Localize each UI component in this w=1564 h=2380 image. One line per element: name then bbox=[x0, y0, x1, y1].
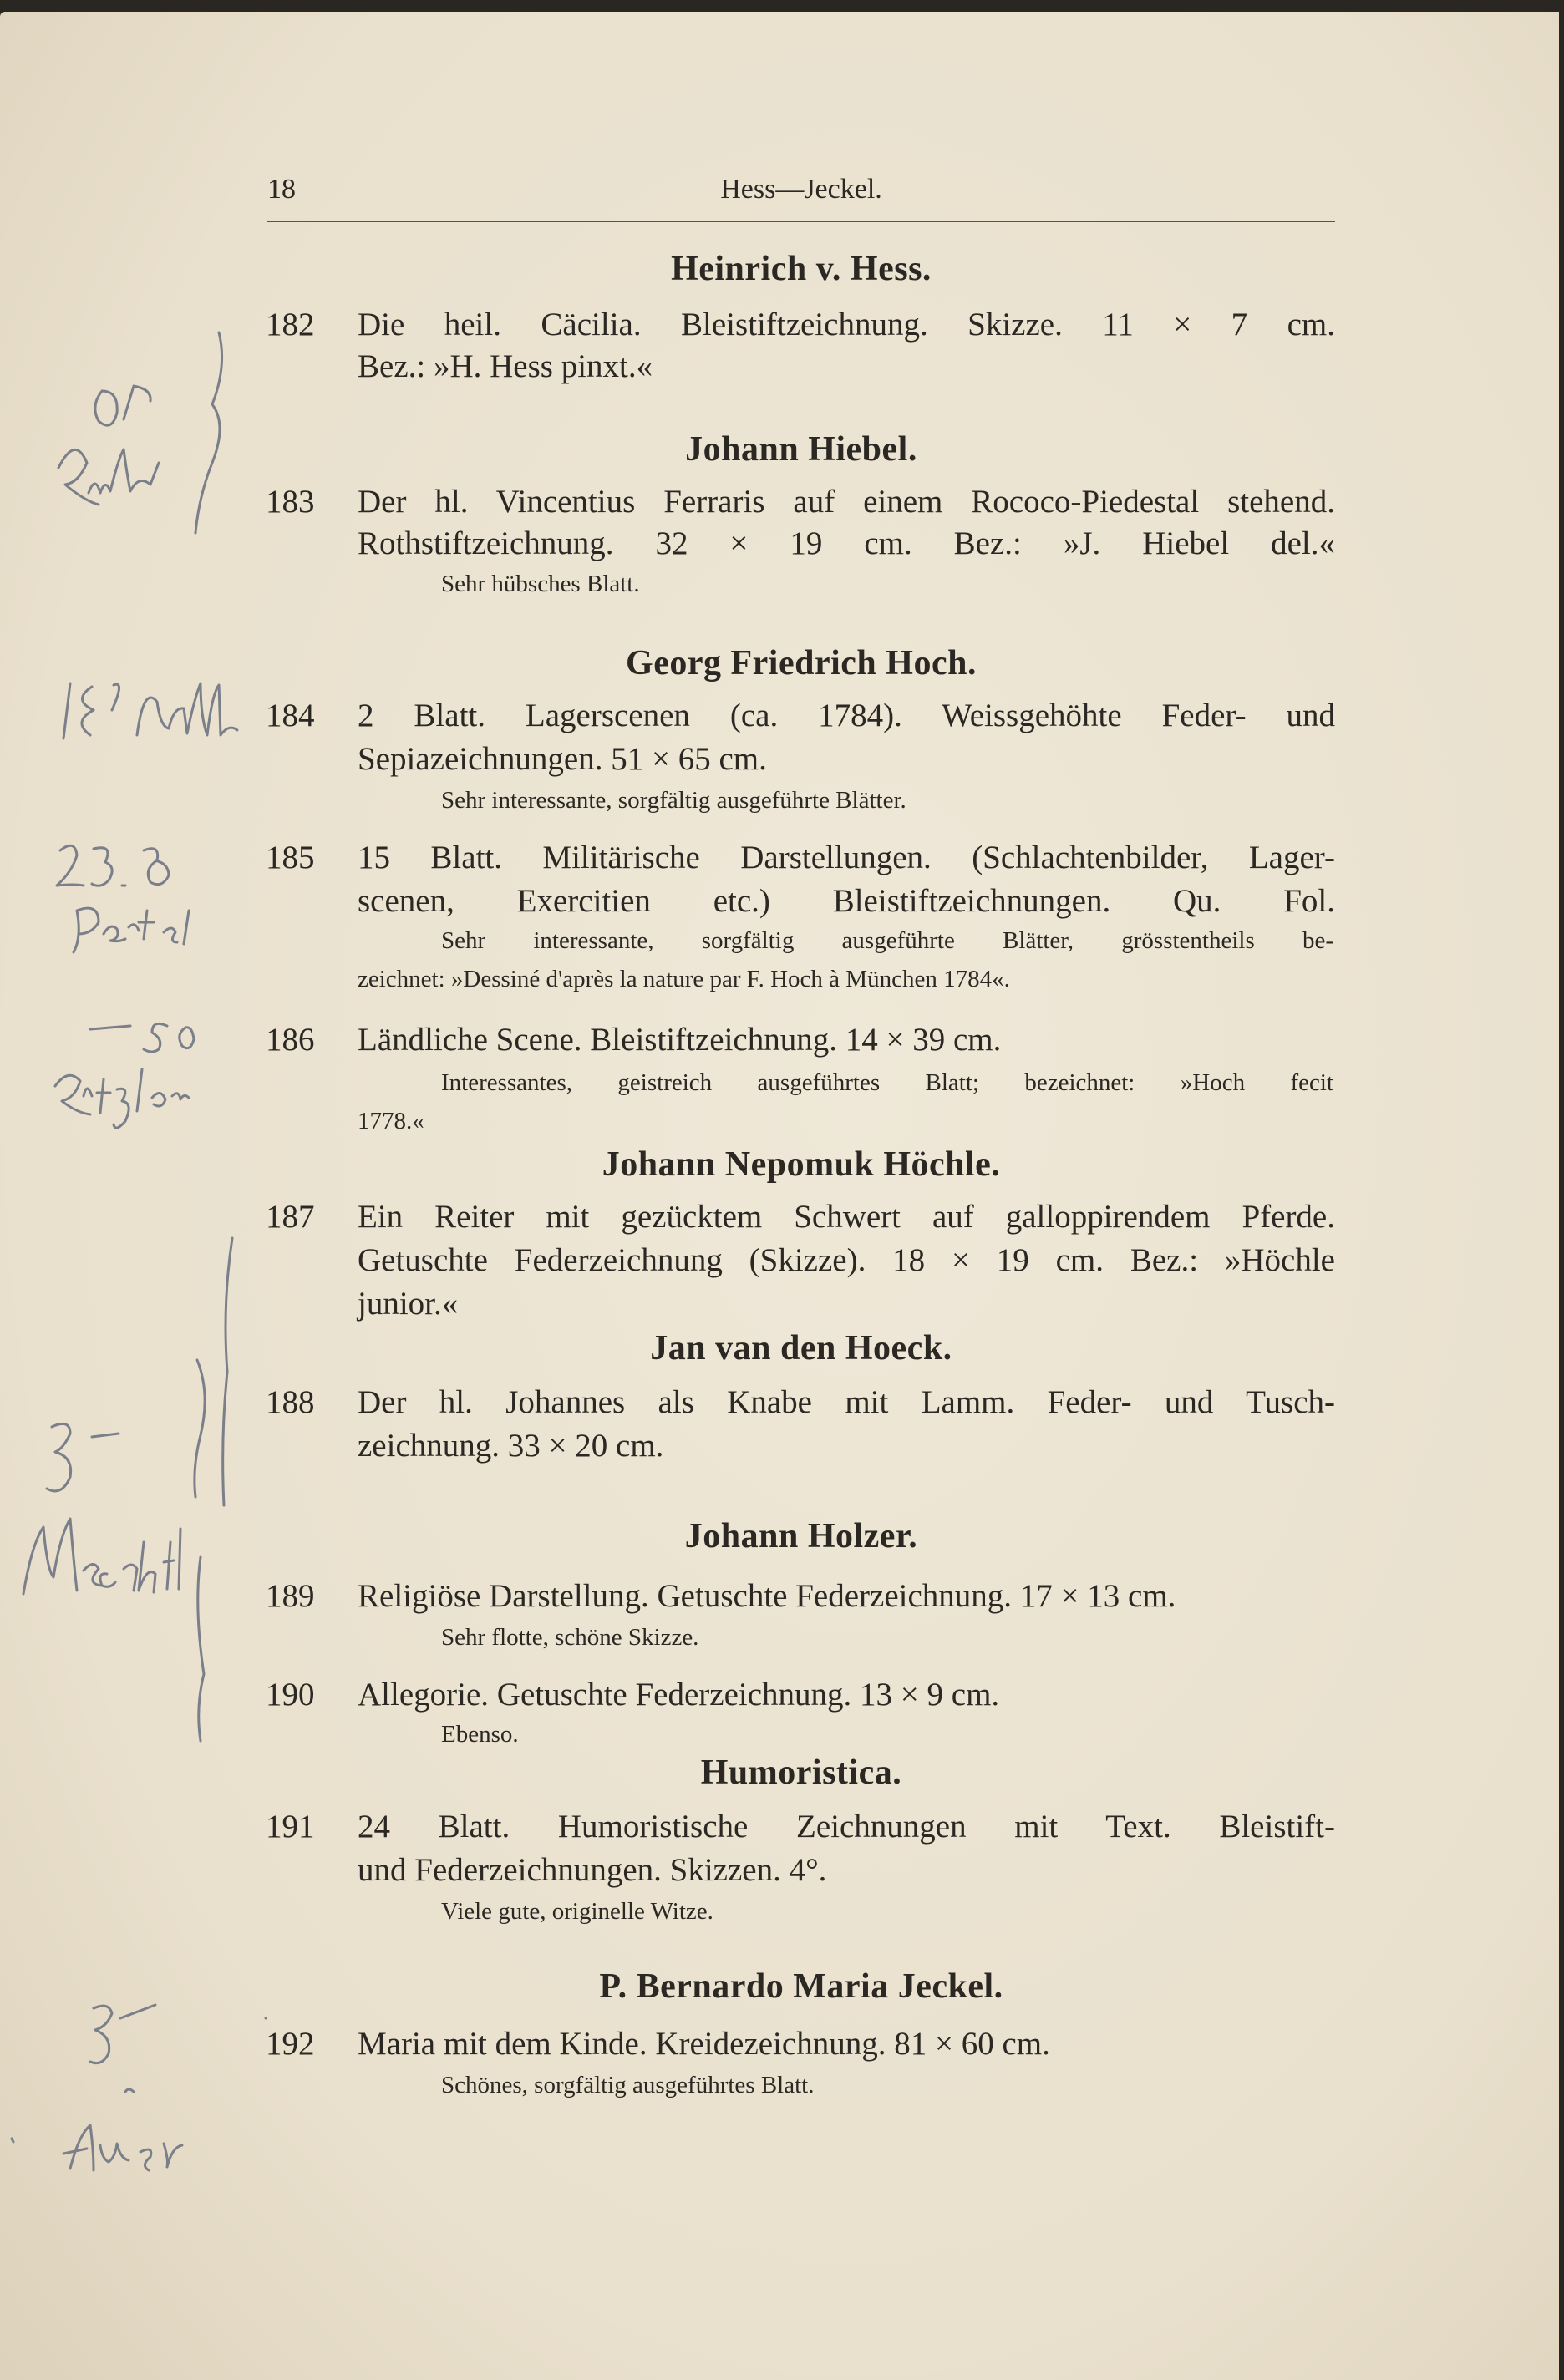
entry-text: zeichnung. 33 × 20 cm. bbox=[358, 1428, 664, 1464]
annotation-189 bbox=[23, 1519, 204, 1741]
entry-text: Der hl. Johannes als Knabe mit Lamm. Feder- und Tusch- bbox=[358, 1384, 1335, 1420]
entry-text: Maria mit dem Kinde. Kreidezeichnung. 81 × 60 cm. bbox=[358, 2026, 1050, 2062]
entry-note: 1778.« bbox=[358, 1108, 424, 1134]
entry-note: Viele gute, originelle Witze. bbox=[441, 1898, 713, 1925]
annotation-182-183 bbox=[58, 332, 222, 533]
entry-number: 189 bbox=[266, 1578, 315, 1614]
entry-text: Sepiazeichnungen. 51 × 65 cm. bbox=[358, 741, 767, 777]
entry-number: 184 bbox=[266, 698, 315, 733]
entry-text: Religiöse Darstellung. Getuschte Federzeichnung. 17 × 13 cm. bbox=[358, 1578, 1176, 1614]
entry-text: Ein Reiter mit gezücktem Schwert auf galloppirendem Pferde. bbox=[358, 1199, 1335, 1235]
entry-text: 24 Blatt. Humoristische Zeichnungen mit Text. Bleistift- bbox=[358, 1809, 1335, 1845]
entry-text: und Federzeichnungen. Skizzen. 4°. bbox=[358, 1852, 827, 1888]
entry-text: Getuschte Federzeichnung (Skizze). 18 × 19 cm. Bez.: »Höchle bbox=[358, 1242, 1335, 1278]
page-number: 18 bbox=[267, 174, 296, 205]
artist-heading: Humoristica. bbox=[700, 1753, 902, 1792]
entry-text: Der hl. Vincentius Ferraris auf einem Rococo-Piedestal stehend. bbox=[358, 484, 1335, 520]
entry-text: Ländliche Scene. Bleistiftzeichnung. 14 × 39 cm. bbox=[358, 1022, 1002, 1058]
annotation-192 bbox=[12, 2005, 266, 2170]
entry-text: Die heil. Cäcilia. Bleistiftzeichnung. Skizze. 11 × 7 cm. bbox=[358, 307, 1335, 343]
entry-text: Allegorie. Getuschte Federzeichnung. 13 × 9 cm. bbox=[358, 1677, 1000, 1713]
entry-text: junior.« bbox=[358, 1286, 459, 1322]
entry-number: 187 bbox=[266, 1199, 315, 1235]
entry-number: 188 bbox=[266, 1384, 315, 1420]
entry-note: zeichnet: »Dessiné d'après la nature par F. Hoch à München 1784«. bbox=[358, 966, 1010, 992]
entry-note: Sehr interessante, sorgfältig ausgeführte Blätter. bbox=[441, 787, 906, 814]
entry-number: 182 bbox=[266, 307, 315, 343]
entry-note: Interessantes, geistreich ausgeführtes Blatt; bezeichnet: »Hoch fecit bbox=[441, 1069, 1333, 1096]
entry-text: scenen, Exercitien etc.) Bleistiftzeichnungen. Qu. Fol. bbox=[358, 883, 1335, 919]
entry-number: 191 bbox=[266, 1809, 315, 1845]
annotation-186 bbox=[55, 1023, 194, 1128]
entry-note: Sehr hübsches Blatt. bbox=[441, 571, 640, 597]
entry-text: 2 Blatt. Lagerscenen (ca. 1784). Weissgehöhte Feder- und bbox=[358, 698, 1335, 733]
entry-note: Sehr interessante, sorgfältig ausgeführte Blätter, grösstentheils be- bbox=[441, 927, 1333, 954]
entry-number: 183 bbox=[266, 484, 315, 520]
entry-number: 190 bbox=[266, 1677, 315, 1713]
artist-heading: Heinrich v. Hess. bbox=[671, 250, 932, 288]
artist-heading: Johann Nepomuk Höchle. bbox=[602, 1145, 1001, 1184]
entry-note: Schönes, sorgfältig ausgeführtes Blatt. bbox=[441, 2072, 815, 2098]
running-title: Hess—Jeckel. bbox=[720, 174, 882, 205]
entry-text: Rothstiftzeichnung. 32 × 19 cm. Bez.: »J. Hiebel del.« bbox=[358, 525, 1335, 561]
artist-heading: P. Bernardo Maria Jeckel. bbox=[599, 1967, 1003, 2006]
entry-note: Ebenso. bbox=[441, 1721, 519, 1748]
annotation-185 bbox=[57, 845, 189, 952]
entry-note: Sehr flotte, schöne Skizze. bbox=[441, 1624, 699, 1651]
entry-number: 186 bbox=[266, 1022, 315, 1058]
artist-heading: Georg Friedrich Hoch. bbox=[626, 644, 977, 683]
header-rule bbox=[267, 221, 1335, 222]
artist-heading: Johann Holzer. bbox=[684, 1517, 918, 1555]
handwritten-annotations bbox=[0, 0, 276, 2380]
entry-text: 15 Blatt. Militärische Darstellungen. (Schlachtenbilder, Lager- bbox=[358, 840, 1335, 875]
page-header bbox=[267, 174, 1335, 216]
entry-number: 192 bbox=[266, 2026, 315, 2062]
annotation-187-188 bbox=[47, 1238, 232, 1505]
artist-heading: Jan van den Hoeck. bbox=[650, 1329, 952, 1368]
artist-heading: Johann Hiebel. bbox=[685, 430, 917, 469]
annotation-184 bbox=[63, 683, 237, 738]
entry-number: 185 bbox=[266, 840, 315, 875]
entry-text: Bez.: »H. Hess pinxt.« bbox=[358, 348, 653, 384]
